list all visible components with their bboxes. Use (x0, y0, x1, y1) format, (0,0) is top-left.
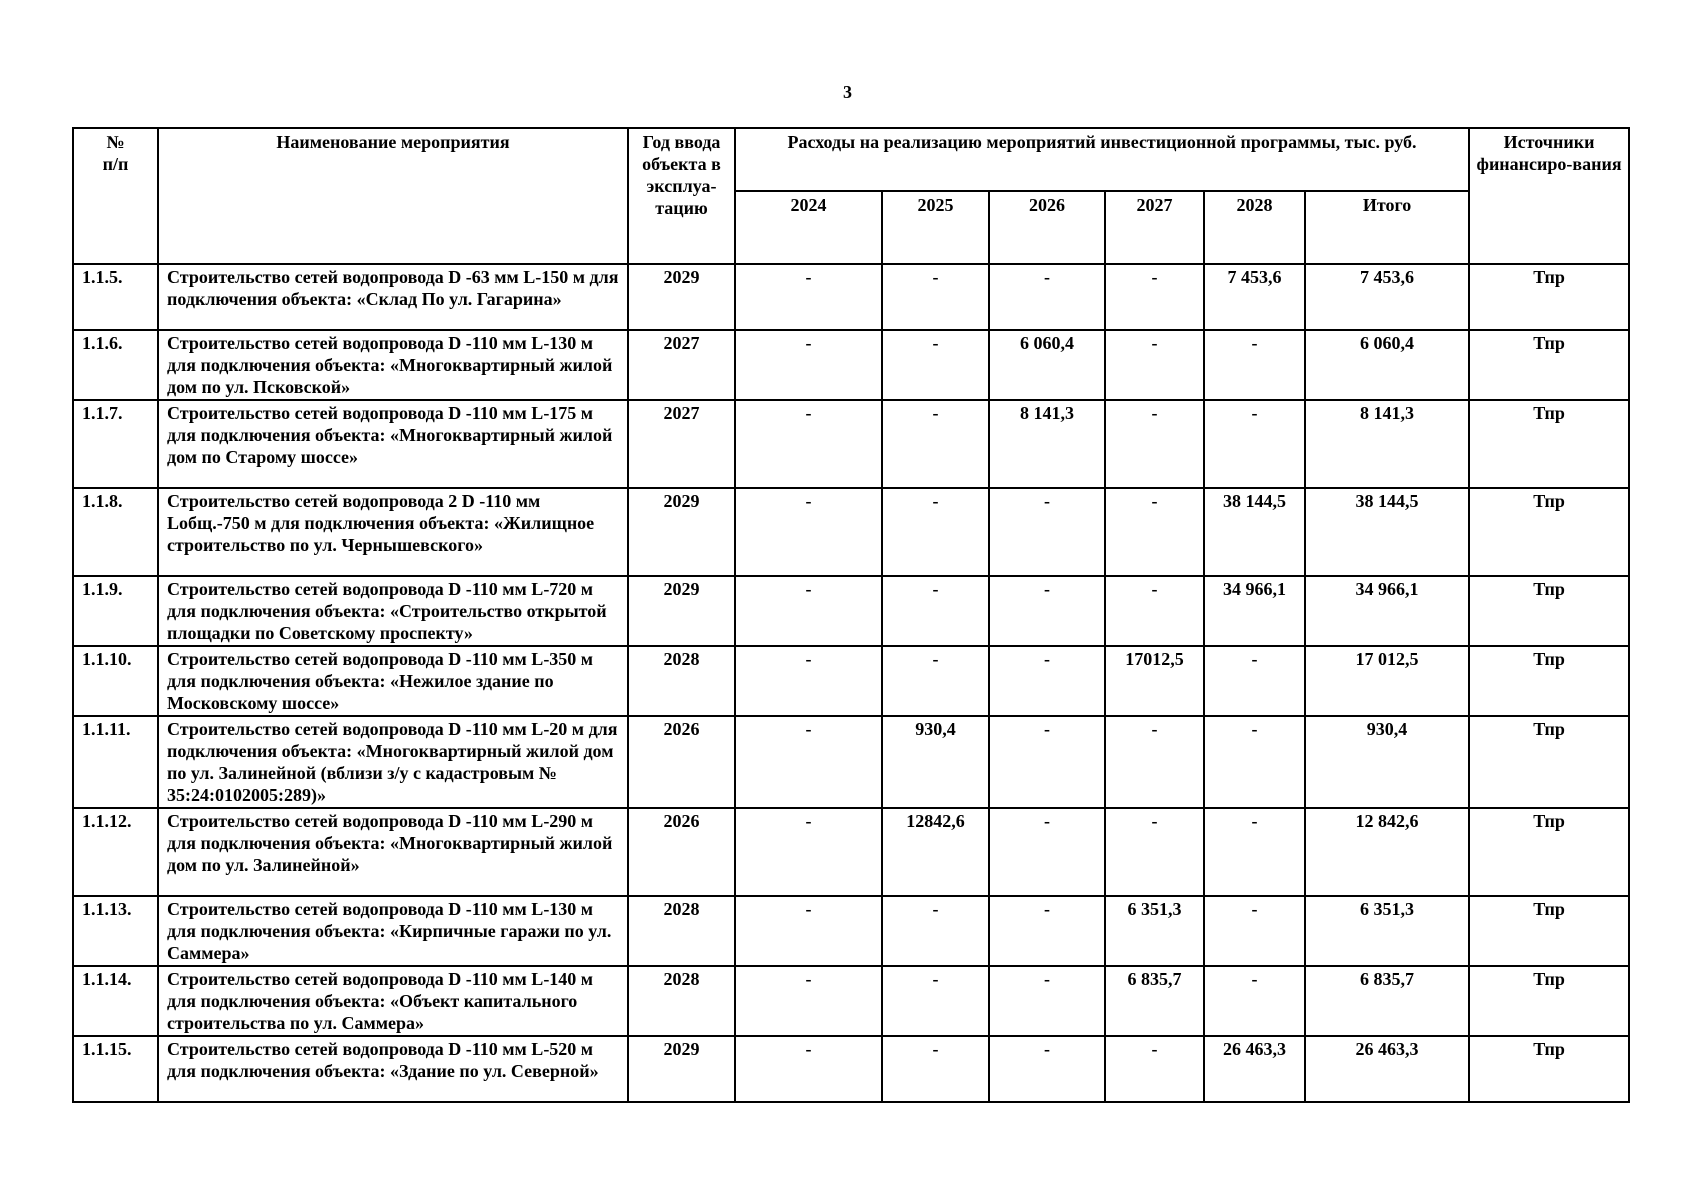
row-number: 1.1.13. (73, 896, 158, 966)
row-value-2028: 34 966,1 (1204, 576, 1305, 646)
row-value-Итого: 6 060,4 (1305, 330, 1469, 400)
row-value-2025: - (882, 488, 989, 576)
row-source: Тпр (1469, 488, 1629, 576)
row-name: Строительство сетей водопровода D -63 мм L-150 м для подключения объекта: «Склад По ул. Гагарина» (158, 264, 628, 330)
row-value-2024: - (735, 400, 882, 488)
row-value-2026: - (989, 716, 1105, 808)
row-value-2025: - (882, 400, 989, 488)
investment-table (72, 127, 1630, 1103)
row-name: Строительство сетей водопровода D -110 мм L-130 м для подключения объекта: «Многоквартирный жилой дом по ул. Псковской» (158, 330, 628, 400)
row-source: Тпр (1469, 896, 1629, 966)
row-value-Итого: 930,4 (1305, 716, 1469, 808)
row-value-2025: - (882, 330, 989, 400)
row-number: 1.1.8. (73, 488, 158, 576)
row-name: Строительство сетей водопровода D -110 мм L-140 м для подключения объекта: «Объект капитального строительства по ул. Саммера» (158, 966, 628, 1036)
row-year: 2029 (628, 576, 735, 646)
row-year: 2029 (628, 264, 735, 330)
row-source: Тпр (1469, 330, 1629, 400)
table-row (73, 646, 1629, 716)
row-source: Тпр (1469, 264, 1629, 330)
row-source: Тпр (1469, 808, 1629, 896)
row-value-2027: 6 351,3 (1105, 896, 1204, 966)
row-value-2025: - (882, 1036, 989, 1102)
row-value-2027: - (1105, 1036, 1204, 1102)
row-value-2027: - (1105, 400, 1204, 488)
table-row (73, 264, 1629, 330)
row-name: Строительство сетей водопровода D -110 мм L-520 м для подключения объекта: «Здание по ул. Северной» (158, 1036, 628, 1102)
row-value-2026: - (989, 896, 1105, 966)
row-year: 2029 (628, 488, 735, 576)
row-value-2026: - (989, 646, 1105, 716)
table-row (73, 400, 1629, 488)
table-row (73, 896, 1629, 966)
row-source: Тпр (1469, 966, 1629, 1036)
row-value-Итого: 26 463,3 (1305, 1036, 1469, 1102)
row-value-2026: - (989, 576, 1105, 646)
row-number: 1.1.12. (73, 808, 158, 896)
row-value-2026: - (989, 808, 1105, 896)
row-source: Тпр (1469, 400, 1629, 488)
table-row (73, 330, 1629, 400)
row-number: 1.1.15. (73, 1036, 158, 1102)
row-number: 1.1.5. (73, 264, 158, 330)
header-year-1: 2025 (882, 191, 989, 264)
row-value-2028: - (1204, 966, 1305, 1036)
row-value-Итого: 17 012,5 (1305, 646, 1469, 716)
row-value-2024: - (735, 264, 882, 330)
row-year: 2029 (628, 1036, 735, 1102)
row-source: Тпр (1469, 646, 1629, 716)
row-value-2027: - (1105, 264, 1204, 330)
row-value-2025: - (882, 896, 989, 966)
row-value-2027: 17012,5 (1105, 646, 1204, 716)
row-value-2026: - (989, 264, 1105, 330)
row-value-2026: 6 060,4 (989, 330, 1105, 400)
row-year: 2027 (628, 330, 735, 400)
row-value-2025: - (882, 264, 989, 330)
row-value-2025: - (882, 966, 989, 1036)
header-year-2: 2026 (989, 191, 1105, 264)
row-value-Итого: 34 966,1 (1305, 576, 1469, 646)
row-source: Тпр (1469, 1036, 1629, 1102)
table-row (73, 716, 1629, 808)
page-number: 3 (843, 82, 852, 102)
row-source: Тпр (1469, 716, 1629, 808)
row-value-2026: - (989, 1036, 1105, 1102)
row-value-2026: 8 141,3 (989, 400, 1105, 488)
row-number: 1.1.14. (73, 966, 158, 1036)
row-value-2027: - (1105, 808, 1204, 896)
row-value-2028: - (1204, 330, 1305, 400)
row-value-2026: - (989, 966, 1105, 1036)
row-year: 2027 (628, 400, 735, 488)
row-value-2025: 930,4 (882, 716, 989, 808)
row-value-Итого: 6 835,7 (1305, 966, 1469, 1036)
row-value-2025: - (882, 576, 989, 646)
row-name: Строительство сетей водопровода D -110 мм L-130 м для подключения объекта: «Кирпичные гаражи по ул. Саммера» (158, 896, 628, 966)
row-value-Итого: 7 453,6 (1305, 264, 1469, 330)
row-value-2024: - (735, 896, 882, 966)
row-value-2024: - (735, 808, 882, 896)
header-year-5: Итого (1305, 191, 1469, 264)
row-value-2024: - (735, 716, 882, 808)
row-value-2028: 38 144,5 (1204, 488, 1305, 576)
row-name: Строительство сетей водопровода D -110 мм L-290 м для подключения объекта: «Многоквартирный жилой дом по ул. Залинейной» (158, 808, 628, 896)
row-value-2024: - (735, 1036, 882, 1102)
row-number: 1.1.9. (73, 576, 158, 646)
row-value-2026: - (989, 488, 1105, 576)
header-year-4: 2028 (1204, 191, 1305, 264)
row-value-2028: - (1204, 808, 1305, 896)
table-row (73, 576, 1629, 646)
header-num: № п/п (73, 128, 158, 264)
header-year-3: 2027 (1105, 191, 1204, 264)
row-value-2025: 12842,6 (882, 808, 989, 896)
row-value-2027: - (1105, 488, 1204, 576)
row-value-2028: - (1204, 400, 1305, 488)
header-year: Год ввода объекта в эксплуа-тацию (628, 128, 735, 264)
row-value-2027: - (1105, 576, 1204, 646)
row-value-Итого: 8 141,3 (1305, 400, 1469, 488)
row-value-2024: - (735, 576, 882, 646)
row-value-2024: - (735, 966, 882, 1036)
row-value-2025: - (882, 646, 989, 716)
table-row (73, 966, 1629, 1036)
row-number: 1.1.11. (73, 716, 158, 808)
row-year: 2026 (628, 808, 735, 896)
row-year: 2026 (628, 716, 735, 808)
row-value-2028: - (1204, 716, 1305, 808)
row-value-2027: - (1105, 716, 1204, 808)
row-number: 1.1.7. (73, 400, 158, 488)
header-expenses: Расходы на реализацию мероприятий инвестиционной программы, тыс. руб. (735, 128, 1469, 191)
row-year: 2028 (628, 646, 735, 716)
table-row (73, 1036, 1629, 1102)
header-year-0: 2024 (735, 191, 882, 264)
row-number: 1.1.10. (73, 646, 158, 716)
row-value-2028: - (1204, 896, 1305, 966)
row-value-2024: - (735, 330, 882, 400)
header-sources: Источники финансиро-вания (1469, 128, 1629, 264)
table-row (73, 488, 1629, 576)
row-name: Строительство сетей водопровода D -110 мм L-175 м для подключения объекта: «Многоквартирный жилой дом по Старому шоссе» (158, 400, 628, 488)
row-name: Строительство сетей водопровода 2 D -110 мм Lобщ.-750 м для подключения объекта: «Жилищное строительство по ул. Чернышевского» (158, 488, 628, 576)
row-value-2028: - (1204, 646, 1305, 716)
header-name: Наименование мероприятия (158, 128, 628, 264)
row-value-Итого: 12 842,6 (1305, 808, 1469, 896)
row-year: 2028 (628, 896, 735, 966)
row-value-2027: 6 835,7 (1105, 966, 1204, 1036)
row-name: Строительство сетей водопровода D -110 мм L-20 м для подключения объекта: «Многоквартирный жилой дом по ул. Залинейной (вблизи з/у с кадастровым № 35:24:0102005:289)» (158, 716, 628, 808)
row-value-Итого: 38 144,5 (1305, 488, 1469, 576)
row-value-2028: 7 453,6 (1204, 264, 1305, 330)
row-value-2028: 26 463,3 (1204, 1036, 1305, 1102)
row-value-2024: - (735, 488, 882, 576)
row-name: Строительство сетей водопровода D -110 мм L-350 м для подключения объекта: «Нежилое здание по Московскому шоссе» (158, 646, 628, 716)
row-value-Итого: 6 351,3 (1305, 896, 1469, 966)
row-year: 2028 (628, 966, 735, 1036)
row-source: Тпр (1469, 576, 1629, 646)
table-row (73, 808, 1629, 896)
row-value-2024: - (735, 646, 882, 716)
row-name: Строительство сетей водопровода D -110 мм L-720 м для подключения объекта: «Строительство открытой площадки по Советскому проспекту» (158, 576, 628, 646)
row-value-2027: - (1105, 330, 1204, 400)
row-number: 1.1.6. (73, 330, 158, 400)
